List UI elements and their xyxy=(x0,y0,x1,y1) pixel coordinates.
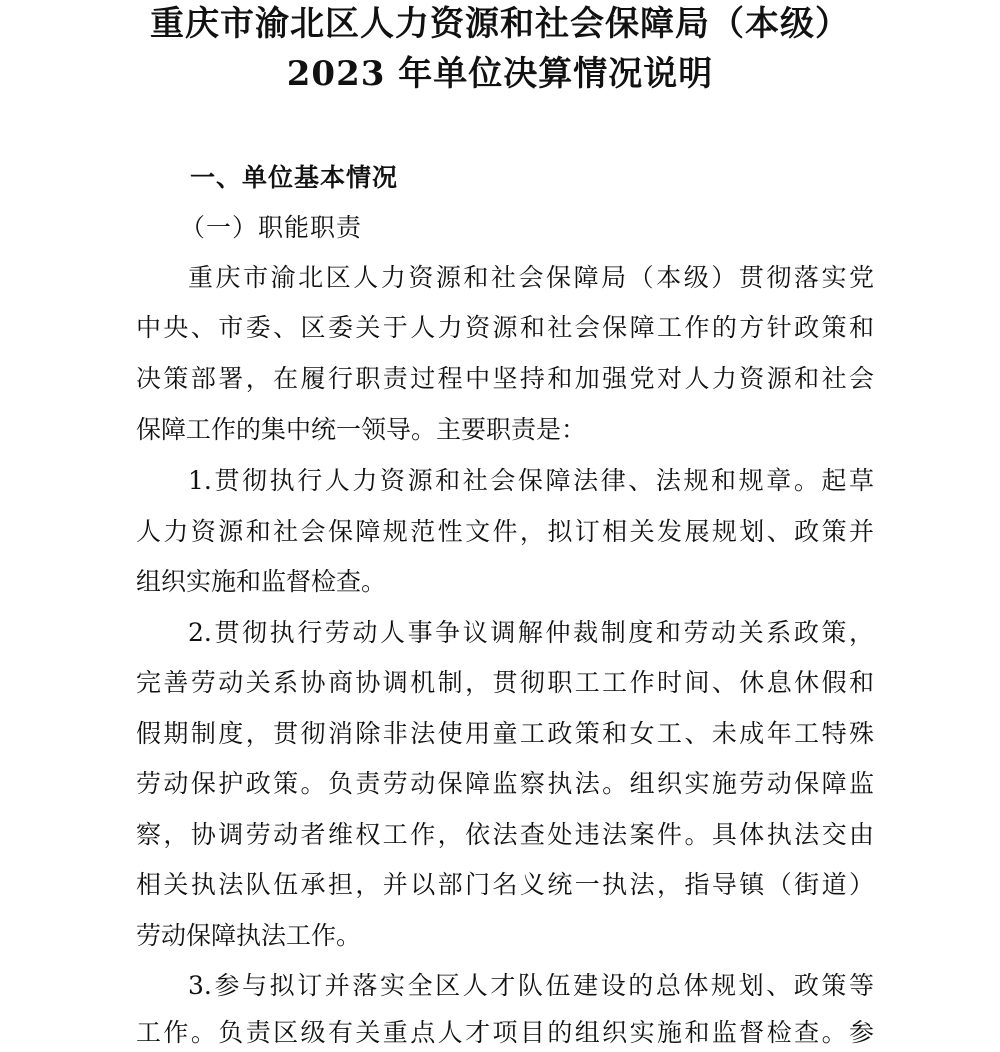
section-heading-basic-info: 一、单位基本情况 xyxy=(190,163,399,192)
paragraph-line: 1.贯彻执行人力资源和社会保障法律、法规和规章。起草 xyxy=(188,466,874,495)
paragraph-line: 中央、市委、区委关于人力资源和社会保障工作的方针政策和 xyxy=(136,313,874,342)
paragraph-line: 完善劳动关系协商协调机制，贯彻职工工作时间、休息休假和 xyxy=(136,668,874,697)
paragraph-line: 假期制度，贯彻消除非法使用童工政策和女工、未成年工特殊 xyxy=(136,719,874,748)
document-title-line-1: 重庆市渝北区人力资源和社会保障局（本级） xyxy=(150,4,850,44)
paragraph-line: 3.参与拟订并落实全区人才队伍建设的总体规划、政策等 xyxy=(188,971,874,1000)
paragraph-line: 人力资源和社会保障规范性文件，拟订相关发展规划、政策并 xyxy=(136,517,874,546)
paragraph-line: 相关执法队伍承担，并以部门名义统一执法，指导镇（街道） xyxy=(136,870,874,899)
paragraph-line: 重庆市渝北区人力资源和社会保障局（本级）贯彻落实党 xyxy=(188,263,874,292)
paragraph-line: 保障工作的集中统一领导。主要职责是： xyxy=(136,415,587,444)
paragraph-line: 决策部署，在履行职责过程中坚持和加强党对人力资源和社会 xyxy=(136,364,874,393)
paragraph-line: 劳动保护政策。负责劳动保障监察执法。组织实施劳动保障监 xyxy=(136,769,874,798)
paragraph-line: 2.贯彻执行劳动人事争议调解仲裁制度和劳动关系政策， xyxy=(188,618,874,647)
paragraph-line: 组织实施和监督检查。 xyxy=(136,567,387,596)
document-title-line-2: 2023 年单位决算情况说明 xyxy=(286,54,714,94)
paragraph-line: 察，协调劳动者维权工作，依法查处违法案件。具体执法交由 xyxy=(136,820,874,849)
subsection-heading-functions: （一）职能职责 xyxy=(180,213,363,242)
paragraph-line: 工作。负责区级有关重点人才项目的组织实施和监督检查。参 xyxy=(136,1018,874,1047)
paragraph-line: 劳动保障执法工作。 xyxy=(136,921,362,950)
